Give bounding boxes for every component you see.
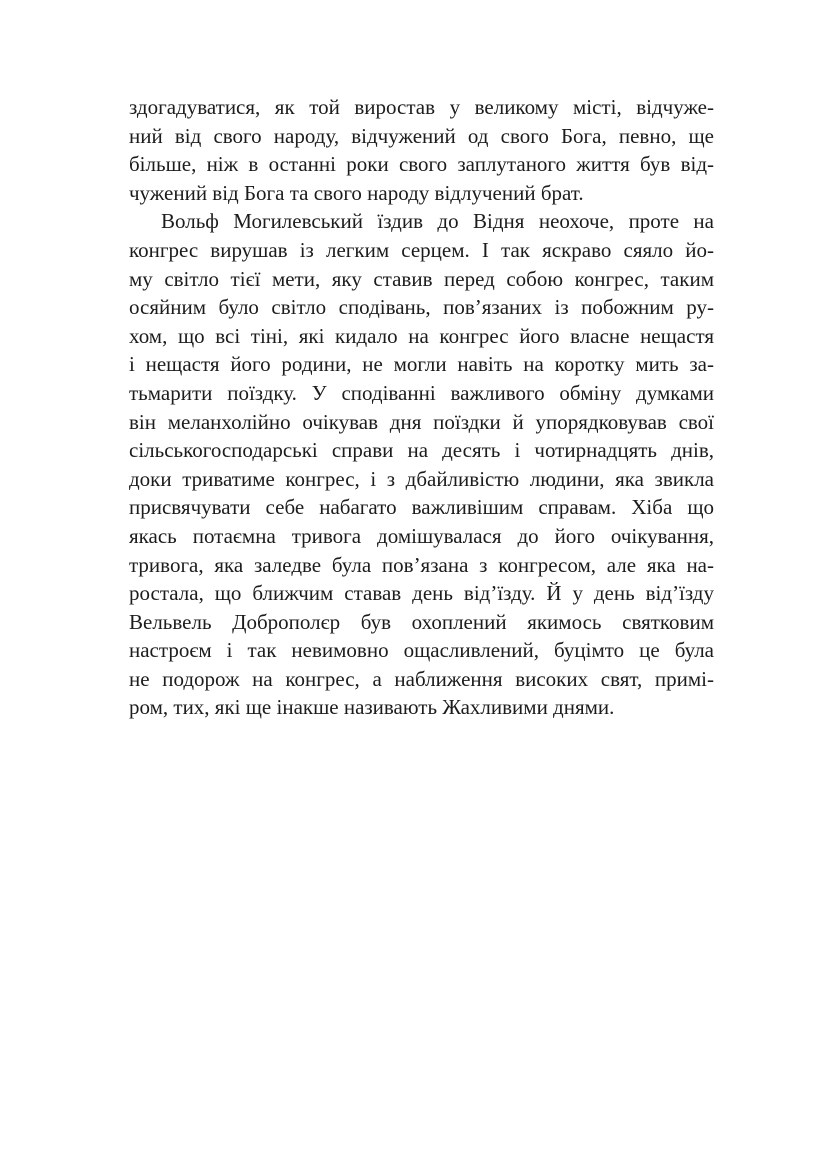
text-line: ром, тих, які ще інакше називають Жахливими днями. — [129, 695, 615, 720]
body-text — [129, 93, 714, 722]
text-line: ростала, що ближчим ставав день від’їзду. Й у день від’їзду — [129, 581, 714, 606]
text-line: ний від свого народу, відчужений од свого Бога, певно, ще — [129, 123, 714, 148]
text-line: сільськогосподарські справи на десять і чотирнадцять днів, — [129, 438, 714, 463]
text-line: не подорож на конгрес, а наближення високих свят, примі- — [129, 666, 714, 691]
text-line: якась потаємна тривога домішувалася до його очікування, — [129, 523, 714, 548]
text-line: Вольф Могилевський їздив до Відня неохоче, проте на — [161, 209, 714, 234]
paragraph — [129, 93, 714, 207]
text-line: чужений від Бога та свого народу відлучений брат. — [129, 180, 584, 205]
text-line: здогадуватися, як той виростав у великому місті, відчуже- — [129, 95, 714, 119]
text-line: хом, що всі тіні, які кидало на конгрес його власне нещастя — [129, 323, 714, 348]
text-line: більше, ніж в останні роки свого заплутаного життя був від- — [129, 152, 714, 177]
text-line: му світло тієї мети, яку ставив перед собою конгрес, таким — [129, 266, 714, 291]
text-line: Вельвель Доброполєр був охоплений якимось святковим — [129, 609, 714, 634]
text-line: доки триватиме конгрес, і з дбайливістю людини, яка звикла — [129, 466, 714, 491]
text-line: настроєм і так невимовно ощасливлений, буцімто це була — [129, 638, 714, 663]
text-line: осяйним було світло сподівань, пов’язаних із побожним ру- — [129, 295, 714, 320]
text-line: конгрес вирушав із легким серцем. І так яскраво сяяло йо- — [129, 237, 714, 262]
text-line: присвячувати себе набагато важливішим справам. Хіба що — [129, 495, 714, 520]
text-line: він меланхолійно очікував дня поїздки й упорядковував свої — [129, 409, 714, 434]
text-line: тьмарити поїздку. У сподіванні важливого обміну думками — [129, 380, 714, 405]
paragraph — [129, 207, 714, 722]
text-line: тривога, яка заледве була пов’язана з конгресом, але яка на- — [129, 552, 714, 577]
text-line: і нещастя його родини, не могли навіть на коротку мить за- — [129, 352, 714, 377]
